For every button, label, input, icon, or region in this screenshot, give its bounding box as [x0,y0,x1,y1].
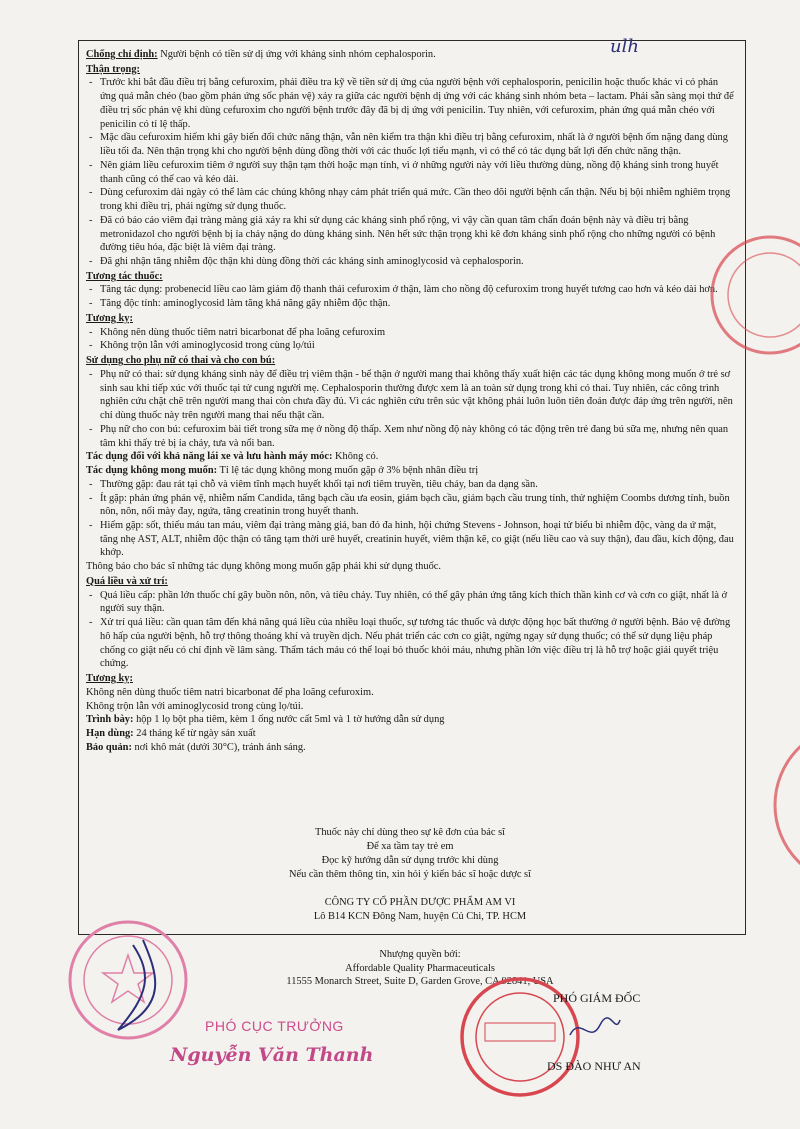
side-effects-list [86,478,736,560]
list-item: - Tăng tác dụng: probenecid liều cao làm giảm độ thanh thải cefuroxim ở thận, làm cho nồng độ cefuroxim trong huyết tương cao hơn và kéo dài hơn. [86,283,736,297]
precautions-list [86,76,736,268]
list-item: - Quá liều cấp: phần lớn thuốc chỉ gây buồn nôn, nôn, và tiêu chảy. Tuy nhiên, có thể gây phản ứng tăng kích thích thần kinh cơ và cơn co giật, nhất là ở người suy thận. [86,589,736,616]
signatory-left-title: PHÓ CỤC TRƯỞNG [205,1018,344,1034]
signatory-left-name: Nguyễn Văn Thanh [170,1044,374,1066]
list-item: - Phụ nữ cho con bú: cefuroxim bài tiết trong sữa mẹ ở nồng độ thấp. Xem như nồng độ này không có tác động trên trẻ đang bú sữa mẹ, nhưng nên quan tâm khi thấy trẻ bị ỉa chảy, tưa và nổi ban. [86,423,736,450]
list-item: - Hiếm gặp: sốt, thiếu máu tan máu, viêm đại tràng màng giả, ban đỏ đa hình, hội chứng Stevens - Johnson, hoại tử biểu bì nhiễm độc, vàng da ứ mật, tăng nhẹ AST, ALT, nhiễm độc thận có tăng tạm thời urê huyết, creatinin huyết, viêm thận kẽ, co giật (nếu liều cao và suy thận), đau đầu, kích động, đau khớp. [86,519,736,560]
list-item: - Đã ghi nhận tăng nhiễm độc thận khi dùng đồng thời các kháng sinh aminoglycosid và cephalosporin. [86,255,736,269]
company-block [220,896,620,923]
company-address: Lô B14 KCN Đông Nam, huyện Củ Chi, TP. HCM [313,910,527,922]
handwritten-initials: ulh [610,36,639,57]
list-item: - Phụ nữ có thai: sử dụng kháng sinh này để điều trị viêm thận - bể thận ở người mang thai không thấy xuất hiện các tác dụng không mong muốn ở trẻ sơ sinh sau khi tiếp xúc với thuốc tại tử cung người mẹ. Cephalosporin thường được xem là an toàn sử dụng trong khi có thai. Tuy nhiên, các công trình nghiên cứu chặt chẽ trên người mang thai còn chưa đầy đủ. Vì các nghiên cứu trên súc vật không phải luôn luôn tiên đoán được đáp ứng trên người, nên chỉ dùng thuốc này trên người mang thai nếu thật cần. [86,368,736,423]
licensor-label: Nhượng quyền bởi: [379,949,461,960]
overdose-heading: Quá liều và xử trí: [86,575,168,587]
list-item: - Dùng cefuroxim dài ngày có thể làm các chủng không nhạy cảm phát triển quá mức. Cần theo dõi người bệnh cẩn thận. Nếu bị bội nhiễm nghiêm trọng trong khi điều trị, phải ngừng sử dụng thuốc. [86,186,736,213]
pregnancy-heading: Sử dụng cho phụ nữ có thai và cho con bú: [86,355,276,367]
precautions-heading: Thận trọng: [86,63,140,75]
signatory-right-name: DS ĐÀO NHƯ AN [547,1059,641,1073]
leaflet-body [86,48,736,754]
incompatibilities-heading: Tương kỵ: [86,312,133,324]
packaging: Trình bày: hộp 1 lọ bột pha tiêm, kèm 1 ống nước cất 5ml và 1 tờ hướng dẫn sử dụng [86,714,445,726]
list-item: - Mặc dầu cefuroxim hiếm khi gây biến đổi chức năng thận, vẫn nên kiểm tra thận khi điều trị bằng cefuroxim, nhất là ở người bệnh ốm nặng đang dùng liều tối đa. Nên thận trọng khi cho người bệnh dùng đồng thời với các thuốc lợi tiểu mạnh, vì có thể có tác dụng bất lợi đến chức năng thận. [86,131,736,158]
licensor-name: Affordable Quality Pharmaceuticals [345,962,495,974]
list-item: - Nên giảm liều cefuroxim tiêm ở người suy thận tạm thời hoặc mạn tính, vì ở những người này với liều thường dùng, nồng độ kháng sinh trong huyết thanh cũng có thể cao và kéo dài. [86,159,736,186]
list-item: - Tăng độc tính: aminoglycosid làm tăng khả năng gây nhiễm độc thận. [86,297,736,311]
warning-line: Nếu cần thêm thông tin, xin hỏi ý kiến bác sĩ hoặc dược sĩ [289,869,531,881]
list-item: - Trước khi bắt đầu điều trị bằng cefuroxim, phải điều tra kỹ về tiền sử dị ứng của người bệnh với cephalosporin, penicilin hoặc thuốc khác vì có phản ứng quá mẫn chéo (bao gồm phản ứng sốc phản vệ) xảy ra giữa các người bệnh dị ứng với các kháng sinh nhóm beta – lactam. Phải sẵn sàng mọi thứ để điều trị sốc phản vệ khi dùng cefuroxim cho người bệnh trước đây đã bị dị ứng với penicilin. Tuy nhiên, với cefuroxim, phản ứng quá mẫn chéo với penicilin có tỉ lệ thấp. [86,76,736,131]
list-item: - Không nên dùng thuốc tiêm natri bicarbonat để pha loãng cefuroxim [86,326,736,340]
pregnancy-list [86,368,736,450]
side-effects-note: Thông báo cho bác sĩ những tác dụng không mong muốn gặp phải khi sử dụng thuốc. [86,561,441,573]
signatory-right-title: PHÓ GIÁM ĐỐC [553,991,641,1005]
overdose-list [86,589,736,671]
list-item: - Thường gặp: đau rát tại chỗ và viêm tĩnh mạch huyết khối tại nơi tiêm truyền, tiêu chảy, ban da dạng sần. [86,478,736,492]
list-item: - Đã có báo cáo viêm đại tràng màng giả xảy ra khi sử dụng các kháng sinh phổ rộng, vì vậy cần quan tâm chẩn đoán bệnh này và điều trị bằng metronidazol cho người bệnh bị ỉa chảy nặng do dùng kháng sinh. Nên hết sức thận trọng khi kê đơn kháng sinh phổ rộng cho những người có bệnh đường tiêu hóa, đặc biệt là viêm đại tràng. [86,214,736,255]
director-signature [565,1010,625,1050]
incompat2-line: Không nên dùng thuốc tiêm natri bicarbonat để pha loãng cefuroxim. [86,686,374,698]
company-name: CÔNG TY CỔ PHẦN DƯỢC PHẨM AM VI [324,897,516,908]
shelf-life: Hạn dùng: 24 tháng kể từ ngày sản xuất [86,727,256,739]
incompatibilities-list [86,326,736,353]
interactions-heading: Tương tác thuốc: [86,270,163,282]
side-stamp-lower [765,720,800,890]
warning-line: Để xa tầm tay trẻ em [366,841,454,853]
side-effects: Tác dụng không mong muốn: Tỉ lệ tác dụng không mong muốn gặp ở 3% bệnh nhân điều trị [86,465,479,477]
list-item: - Xử trí quá liều: cần quan tâm đến khả năng quá liều của nhiều loại thuốc, sự tương tác thuốc và dược động học bất thường ở người bệnh. Bảo vệ đường hô hấp của người bệnh, hỗ trợ thông thoáng khí và truyền dịch. Nếu phát triển các cơn co giật, ngừng ngay sử dụng thuốc; có thể sử dụng liệu pháp chống co giật nếu có chỉ định về lâm sàng. Thẩm tách máu có thể loại bỏ thuốc khỏi máu, nhưng phần lớn việc điều trị là hỗ trợ hoặc giải quyết triệu chứng. [86,616,736,671]
warning-line: Đọc kỹ hướng dẫn sử dụng trước khi dùng [321,855,499,867]
storage: Bảo quản: nơi khô mát (dưới 30°C), tránh ánh sáng. [86,741,306,753]
list-item: - Ít gặp: phản ứng phản vệ, nhiễm nấm Candida, tăng bạch cầu ưa eosin, giảm bạch cầu, giảm bạch cầu trung tính, thử nghiệm Coombs dương tính, buồn nôn, nôn, nổi mày đay, ngứa, tăng creatinin trong huyết thanh. [86,492,736,519]
licensor-address: 11555 Monarch Street, Suite D, Garden Grove, CA 92841, USA [286,976,554,988]
warning-line: Thuốc này chỉ dùng theo sự kê đơn của bác sĩ [314,827,506,838]
driving: Tác dụng đối với khả năng lái xe và lưu hành máy móc: Không có. [86,451,379,463]
side-stamp-upper [700,230,800,360]
official-seal [58,915,198,1045]
warnings-block [180,826,640,882]
interactions-list [86,283,736,310]
incompat2-line: Không trộn lẫn với aminoglycosid trong cùng lọ/túi. [86,700,304,712]
contraindications: Chống chỉ định: Người bệnh có tiền sử dị ứng với kháng sinh nhóm cephalosporin. [86,49,436,60]
list-item: - Không trộn lẫn với aminoglycosid trong cùng lọ/túi [86,339,736,353]
incompat2-heading: Tương kỵ: [86,673,133,685]
